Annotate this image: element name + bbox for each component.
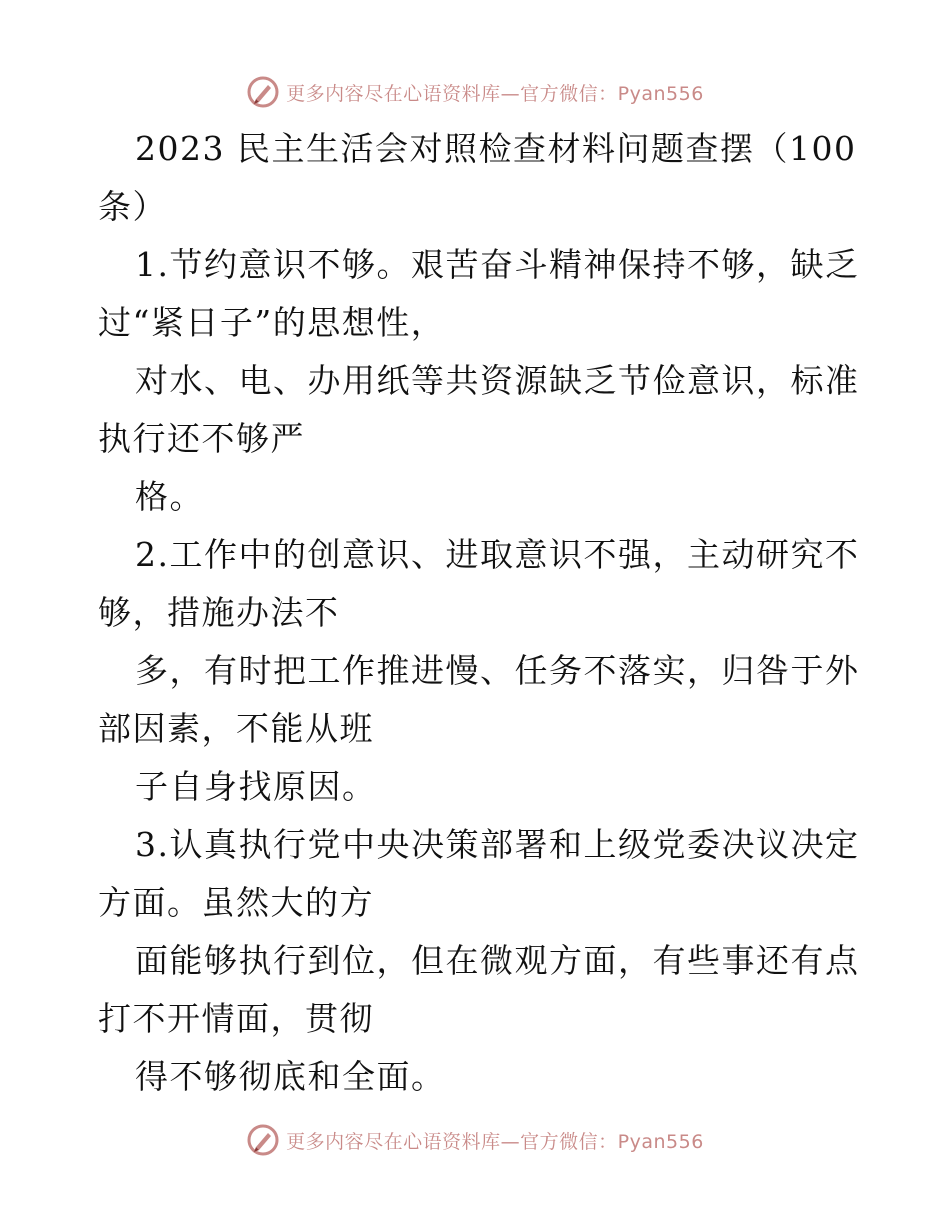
doc-line: 部因素，不能从班 (98, 709, 374, 748)
doc-line: 对水、电、办用纸等共资源缺乏节俭意识，标准 (135, 361, 860, 400)
doc-line: 打不开情面，贯彻 (98, 999, 374, 1038)
doc-line: 子自身找原因。 (135, 767, 377, 806)
doc-line: 2023 民主生活会对照检查材料问题查摆（100 (135, 129, 857, 168)
doc-line: 2.工作中的创意识、进取意识不强，主动研究不 (135, 535, 860, 574)
doc-line: 方面。虽然大的方 (98, 883, 374, 922)
footer-watermark (0, 1120, 950, 1160)
watermark-text: 更多内容尽在心语资料库—官方微信：Pyan556 (286, 1130, 704, 1153)
doc-line: 得不够彻底和全面。 (135, 1057, 446, 1096)
doc-line: 执行还不够严 (98, 419, 305, 458)
document-body (98, 120, 858, 1106)
doc-line: 面能够执行到位，但在微观方面，有些事还有点 (135, 941, 860, 980)
doc-line: 够，措施办法不 (98, 593, 340, 632)
doc-line: 多，有时把工作推进慢、任务不落实，归咎于外 (135, 651, 860, 690)
watermark-text: 更多内容尽在心语资料库—官方微信：Pyan556 (286, 82, 704, 105)
header-watermark (0, 72, 950, 112)
pen-logo-icon (246, 1123, 280, 1157)
doc-line: 格。 (135, 477, 204, 516)
doc-line: 3.认真执行党中央决策部署和上级党委决议决定 (135, 825, 860, 864)
pen-logo-icon (246, 75, 280, 109)
doc-line: 1.节约意识不够。艰苦奋斗精神保持不够，缺乏 (135, 245, 860, 284)
doc-line: 过“紧日子”的思想性， (98, 303, 446, 342)
doc-line: 条） (98, 187, 167, 226)
